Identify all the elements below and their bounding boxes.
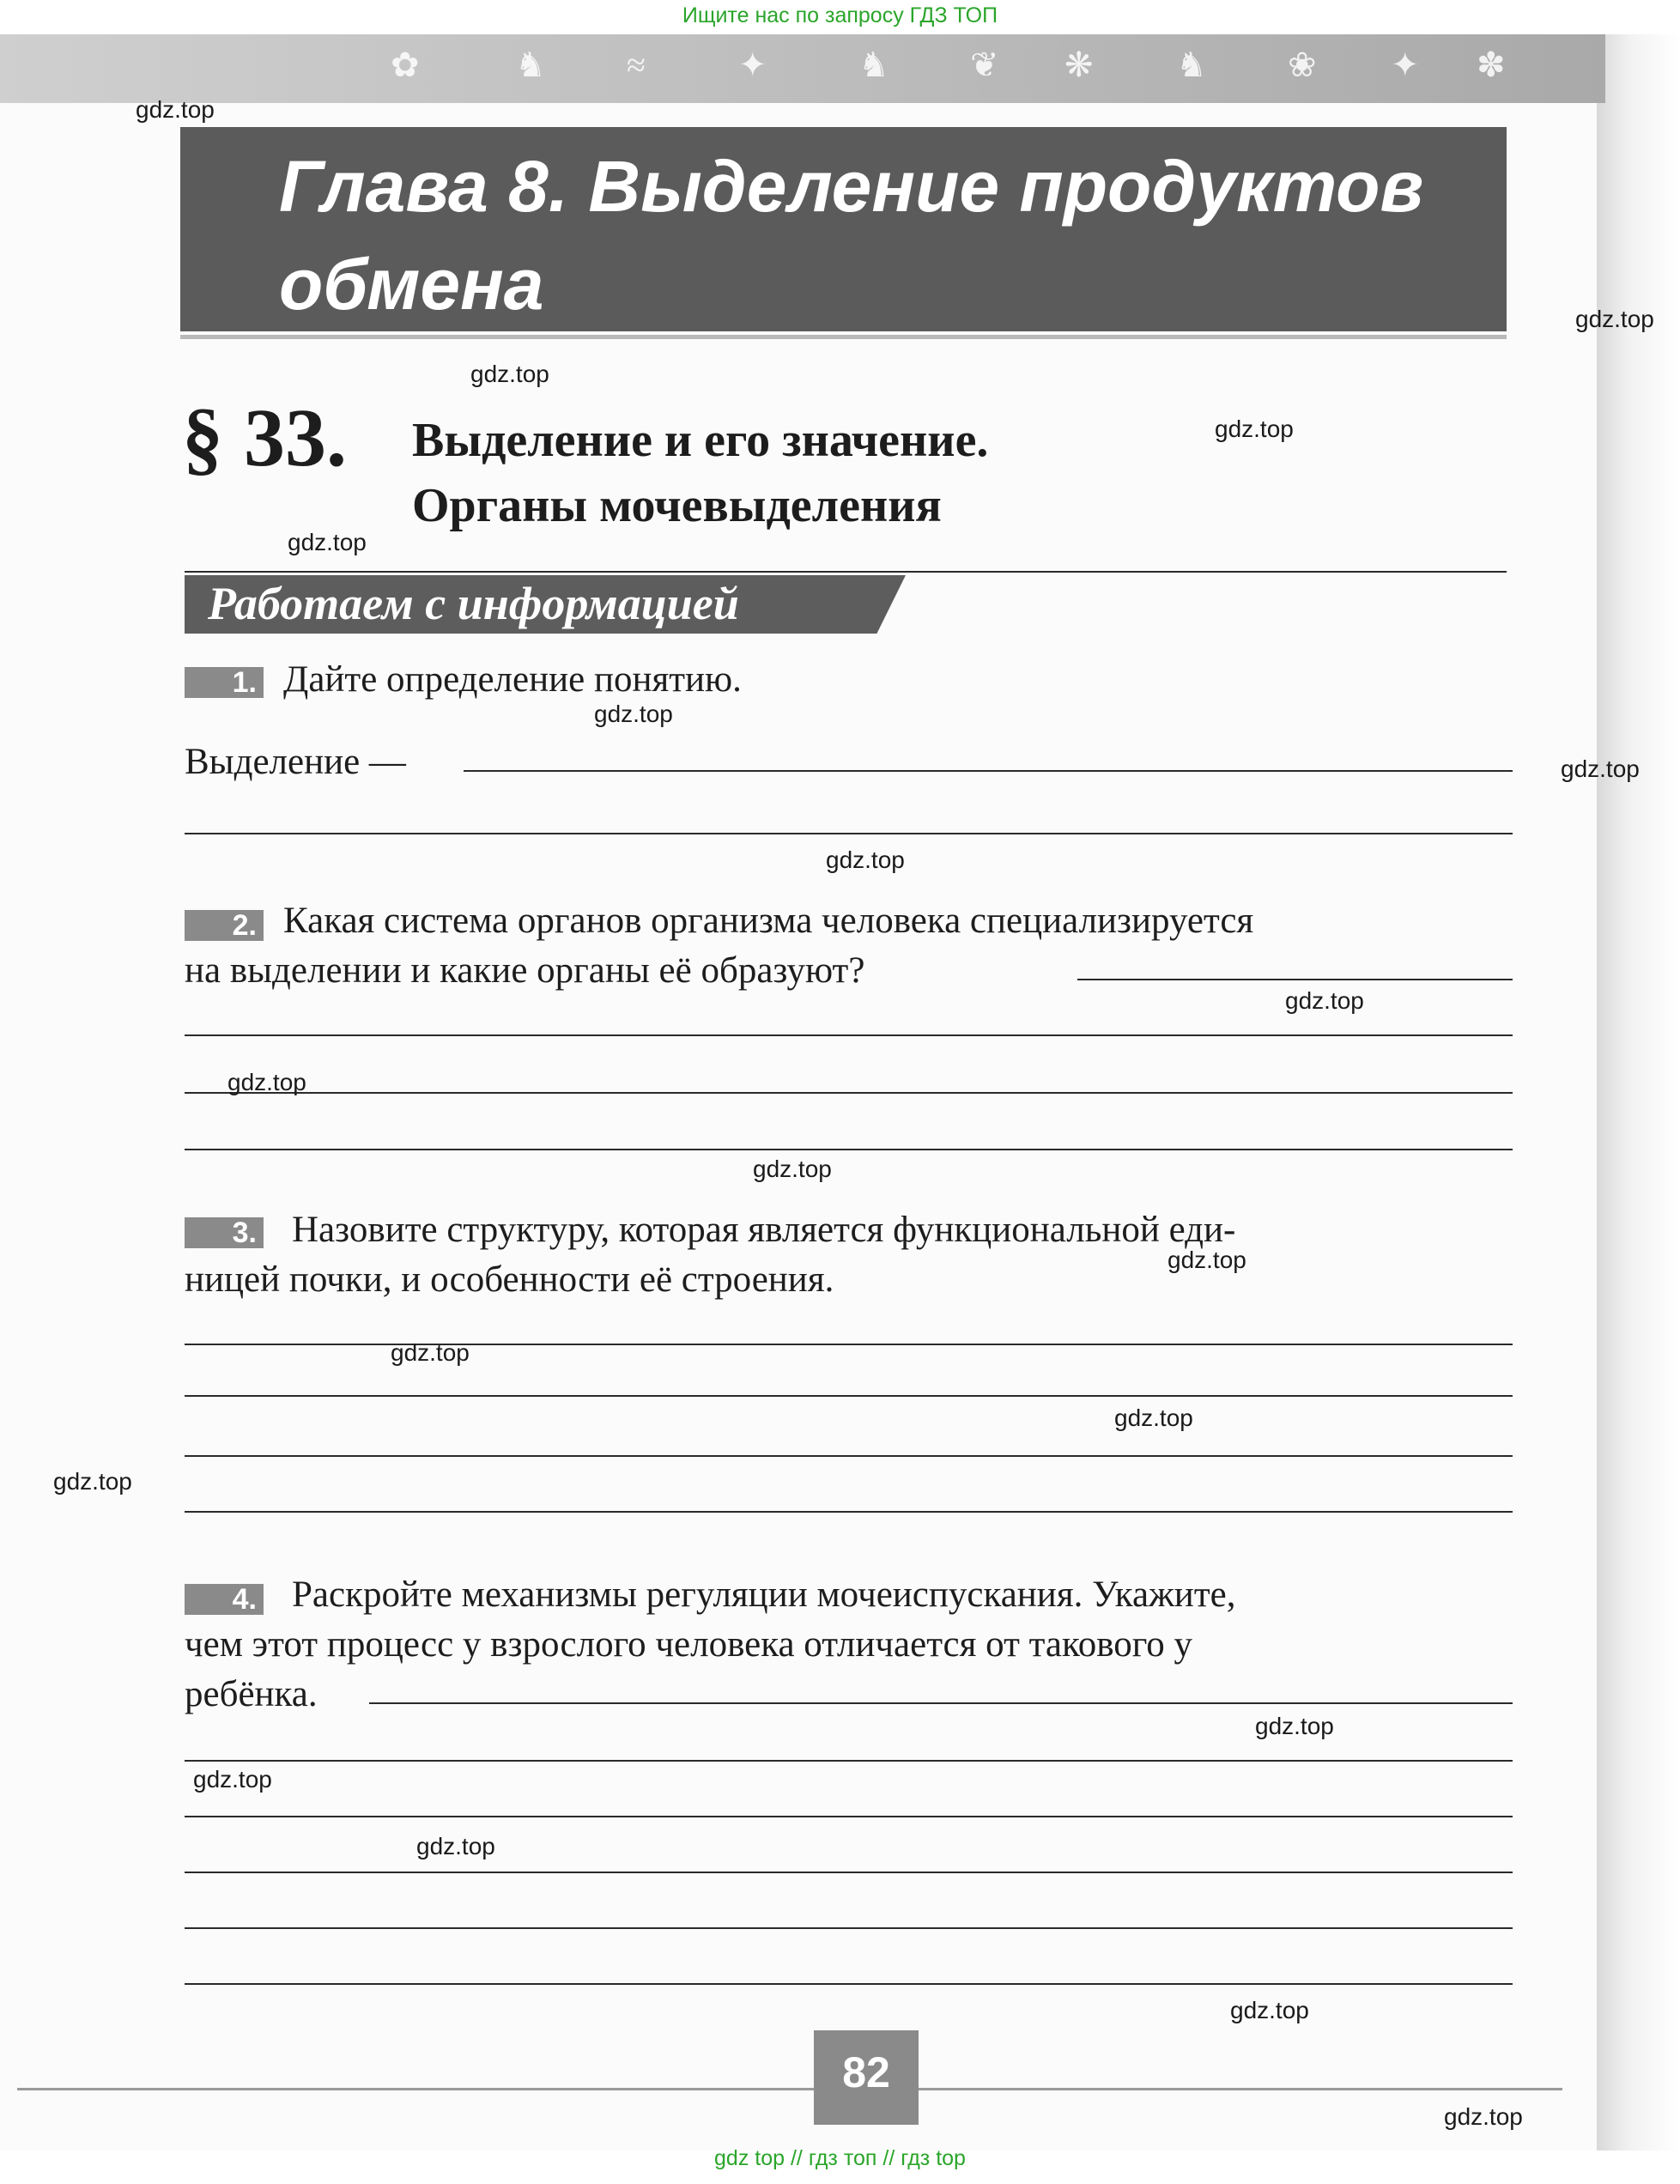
bird-icon: ✦ — [738, 46, 767, 84]
question-number-1: 1. — [185, 667, 264, 698]
page-binding-edge — [1597, 34, 1680, 2151]
chapter-divider — [180, 335, 1507, 339]
watermark: gdz.top — [227, 1069, 306, 1095]
watermark: gdz.top — [1575, 306, 1654, 332]
watermark: gdz.top — [416, 1833, 495, 1859]
answer-line[interactable] — [185, 1395, 1513, 1397]
answer-line[interactable] — [185, 833, 1513, 834]
answer-line[interactable] — [185, 1760, 1513, 1762]
question-4-line-2: чем этот процесс у взрослого человека отличается от такового у — [185, 1624, 1193, 1665]
answer-line[interactable] — [185, 1149, 1513, 1150]
watermark: gdz.top — [1230, 1997, 1309, 2023]
lizard-icon: ≈ — [627, 46, 646, 84]
section-number: § 33. — [182, 391, 347, 483]
deer-icon: ❀ — [1288, 46, 1317, 84]
watermark: gdz.top — [1444, 2103, 1523, 2130]
answer-line[interactable] — [185, 1927, 1513, 1929]
top-search-link[interactable]: Ищите нас по запросу ГДЗ ТОП — [682, 3, 998, 27]
watermark: gdz.top — [826, 846, 905, 873]
chapter-title-line-2: обмена — [279, 244, 544, 325]
watermark: gdz.top — [193, 1766, 272, 1793]
answer-line[interactable] — [369, 1702, 1513, 1704]
watermark: gdz.top — [288, 529, 367, 555]
answer-line[interactable] — [185, 1455, 1513, 1457]
watermark: gdz.top — [1114, 1404, 1193, 1431]
animal-header-strip — [0, 34, 1605, 103]
watermark: gdz.top — [753, 1156, 832, 1182]
watermark: gdz.top — [470, 361, 549, 387]
chapter-title-line-1: Глава 8. Выделение продуктов — [279, 146, 1424, 227]
watermark: gdz.top — [136, 96, 215, 123]
question-2-line-2: на выделении и какие органы её образуют? — [185, 950, 865, 991]
heron-icon: ❦ — [970, 46, 999, 84]
answer-line[interactable] — [185, 1344, 1513, 1345]
page-number: 82 — [842, 2048, 890, 2096]
horse-icon: ♞ — [515, 46, 546, 84]
dog-icon: ♞ — [858, 46, 889, 84]
page-footer-rule — [17, 2088, 1562, 2090]
watermark: gdz.top — [594, 701, 673, 727]
question-number-3: 3. — [185, 1217, 264, 1248]
section-title-line-1: Выделение и его значение. — [412, 414, 989, 467]
bird-icon: ✦ — [1391, 46, 1420, 84]
question-number-4: 4. — [185, 1584, 264, 1615]
answer-line[interactable] — [185, 1983, 1513, 1985]
question-3-line-2: ницей почки, и особенности её строения. — [185, 1259, 834, 1300]
answer-line[interactable] — [185, 1092, 1513, 1094]
answer-line[interactable] — [185, 1034, 1513, 1036]
answer-line[interactable] — [464, 770, 1513, 772]
work-banner-text: Работаем с информацией — [208, 578, 739, 629]
watermark: gdz.top — [1561, 755, 1640, 782]
watermark: gdz.top — [1215, 416, 1294, 442]
watermark: gdz.top — [391, 1339, 470, 1366]
answer-line[interactable] — [185, 1511, 1513, 1513]
answer-line[interactable] — [185, 1872, 1513, 1873]
bull-icon: ♞ — [1176, 46, 1207, 84]
question-number-2: 2. — [185, 910, 264, 941]
chapter-title — [279, 137, 1498, 333]
answer-line[interactable] — [185, 1816, 1513, 1817]
section-divider — [185, 571, 1507, 573]
watermark: gdz.top — [53, 1468, 132, 1495]
question-4-line-1: Раскройте механизмы регуляции мочеиспускания. Укажите, — [292, 1574, 1236, 1615]
answer-1-prefix: Выделение — — [185, 742, 406, 782]
answer-line[interactable] — [1077, 979, 1513, 980]
section-title-line-2: Органы мочевыделения — [412, 479, 942, 532]
watermark: gdz.top — [1168, 1247, 1246, 1273]
butterfly-icon: ✽ — [1477, 46, 1506, 84]
watermark: gdz.top — [1285, 987, 1364, 1014]
bottom-links[interactable]: gdz top // гдз топ // гдз top — [714, 2146, 966, 2170]
watermark: gdz.top — [1255, 1713, 1334, 1739]
question-2-line-1: Какая система органов организма человека специализируется — [283, 901, 1254, 941]
scorpion-icon: ✿ — [391, 46, 420, 84]
question-3-line-1: Назовите структуру, которая является функциональной еди- — [292, 1210, 1236, 1250]
insect-icon: ❋ — [1064, 46, 1094, 84]
section-title — [412, 408, 988, 538]
question-1-text: Дайте определение понятию. — [283, 659, 742, 700]
question-4-line-3: ребёнка. — [185, 1674, 318, 1714]
